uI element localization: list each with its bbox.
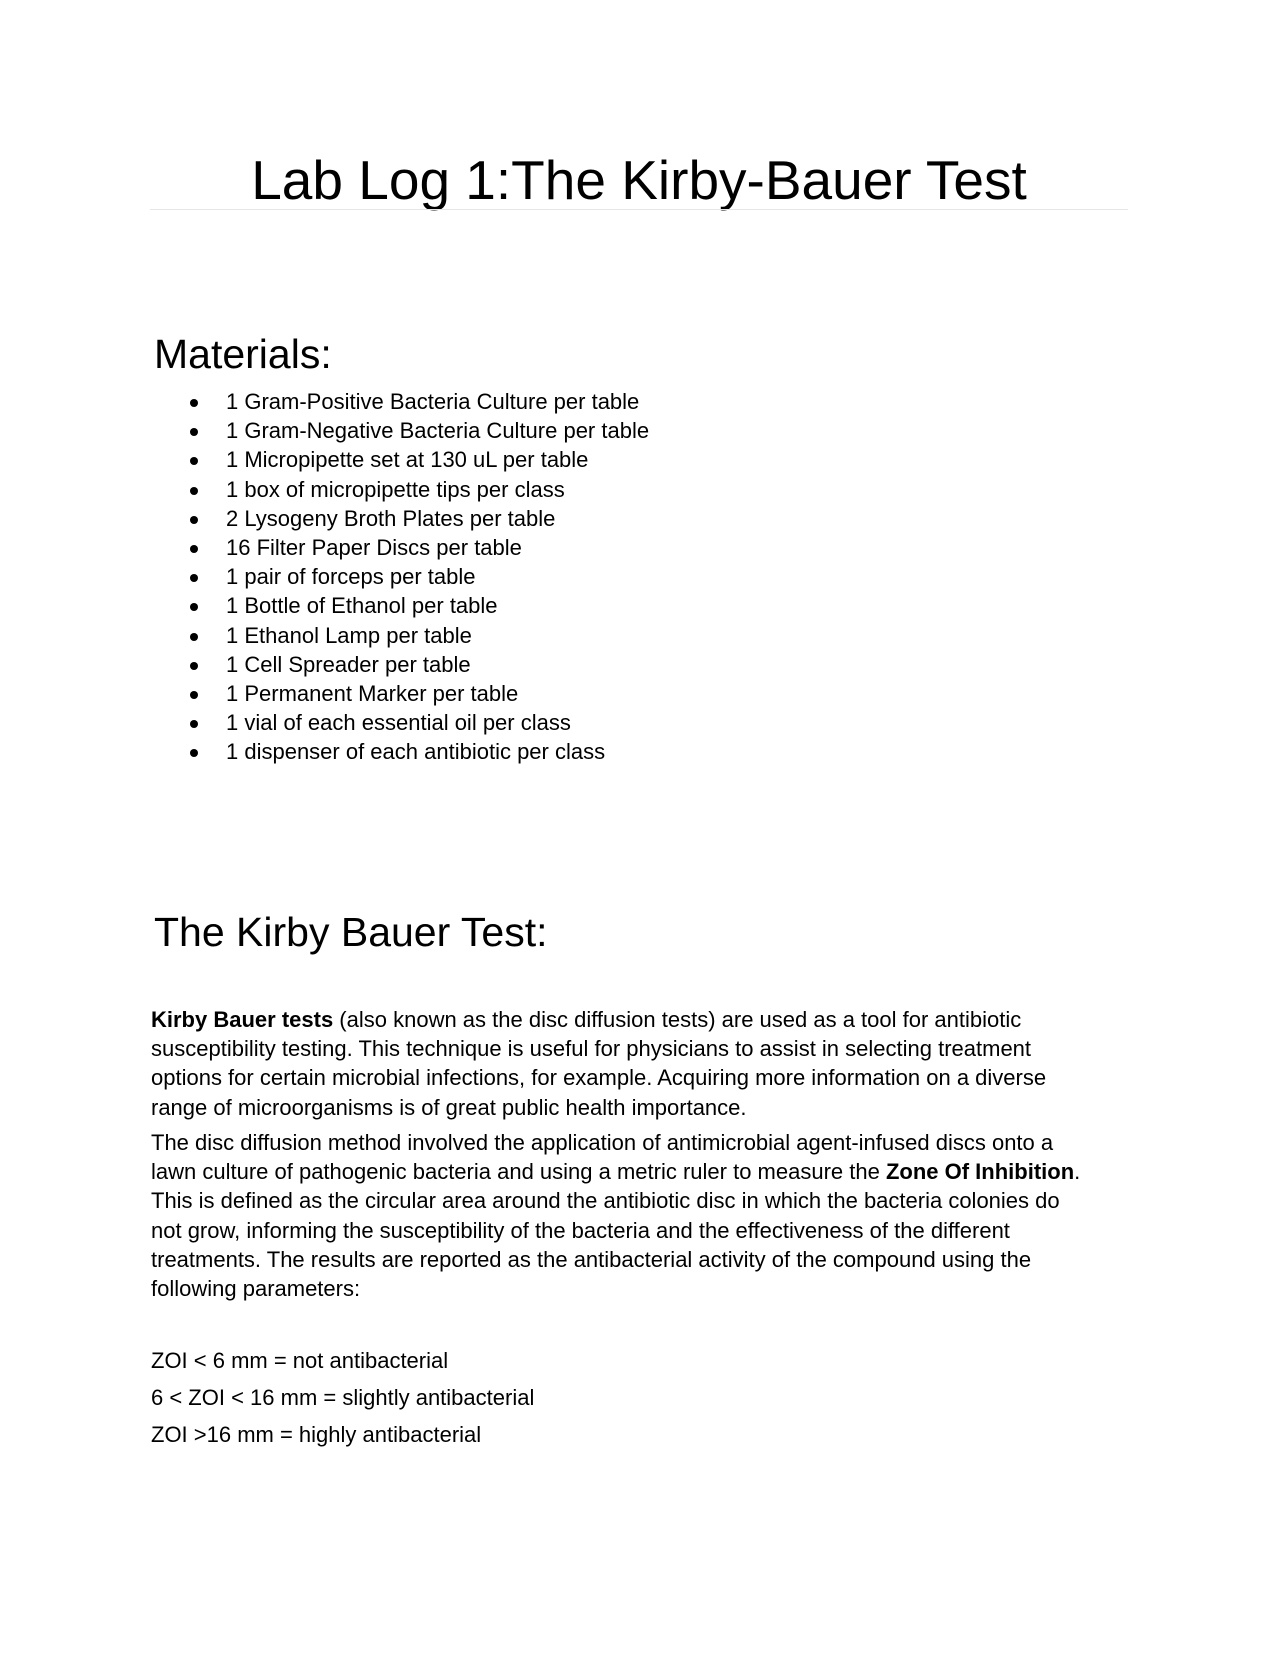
list-item-text: 1 vial of each essential oil per class [226, 710, 571, 736]
list-item-text: 1 Bottle of Ethanol per table [226, 593, 498, 619]
intro-paragraph [151, 1005, 1081, 1122]
list-item [188, 504, 649, 533]
kirby-bauer-heading: The Kirby Bauer Test: [154, 909, 548, 955]
bullet-icon [190, 662, 198, 670]
list-item [188, 387, 649, 416]
list-item [188, 650, 649, 679]
list-item [188, 445, 649, 474]
list-item [188, 562, 649, 591]
method-paragraph [151, 1128, 1081, 1303]
list-item [188, 591, 649, 620]
materials-heading: Materials: [154, 331, 332, 377]
bullet-icon [190, 457, 198, 465]
list-item [188, 621, 649, 650]
list-item-text: 1 dispenser of each antibiotic per class [226, 739, 606, 765]
list-item-text: 1 Gram-Negative Bacteria Culture per table [226, 418, 650, 444]
bullet-icon [190, 516, 198, 524]
list-item-text: 1 pair of forceps per table [226, 564, 476, 590]
list-item-text: 16 Filter Paper Discs per table [226, 535, 522, 561]
bullet-icon [190, 545, 198, 553]
bullet-icon [190, 691, 198, 699]
document-title: Lab Log 1:The Kirby-Bauer Test [251, 149, 1027, 211]
list-item [188, 533, 649, 562]
bullet-icon [190, 633, 198, 641]
zoi-parameter: 6 < ZOI < 16 mm = slightly antibacterial [151, 1385, 535, 1410]
method-text-b: . This is defined as the circular area around the antibiotic disc in which the bacteria colonies do not grow, informing the susceptibility of the bacteria and the effectiveness of the different treatments. The results are reported as the antibacterial activity of the compound using the following parameters: [151, 1159, 1081, 1302]
intro-text: (also known as the disc diffusion tests) are used as a tool for antibiotic susceptibility testing. This technique is useful for physicians to assist in selecting treatment options for certain microbial infections, for example. Acquiring more information on a diverse range of microorganisms is of great public health importance. [151, 1007, 1047, 1120]
materials-list [188, 387, 649, 767]
bullet-icon [190, 574, 198, 582]
intro-bold-term: Kirby Bauer tests [151, 1007, 334, 1032]
list-item-text: 1 Cell Spreader per table [226, 651, 471, 677]
list-item-text: 1 Micropipette set at 130 uL per table [226, 447, 589, 473]
title-divider [150, 209, 1128, 210]
bullet-icon [190, 603, 198, 611]
bullet-icon [190, 428, 198, 436]
list-item-text: 2 Lysogeny Broth Plates per table [226, 505, 556, 531]
list-item [188, 679, 649, 708]
list-item [188, 416, 649, 445]
list-item-text: 1 Ethanol Lamp per table [226, 622, 472, 648]
bullet-icon [190, 399, 198, 407]
zoi-parameter: ZOI >16 mm = highly antibacterial [151, 1422, 482, 1447]
list-item [188, 708, 649, 737]
method-bold-term: Zone Of Inhibition [885, 1159, 1075, 1185]
zoi-parameter: ZOI < 6 mm = not antibacterial [151, 1348, 449, 1373]
bullet-icon [190, 487, 198, 495]
list-item-text: 1 Permanent Marker per table [226, 681, 519, 707]
list-item-text: 1 Gram-Positive Bacteria Culture per table [226, 389, 640, 414]
bullet-icon [190, 749, 198, 757]
list-item-text: 1 box of micropipette tips per class [226, 476, 565, 502]
method-text-a: The disc diffusion method involved the application of antimicrobial agent-infused discs onto a lawn culture of pathogenic bacteria and using a metric ruler to measure the [151, 1130, 1054, 1185]
list-item [188, 475, 649, 504]
bullet-icon [190, 720, 198, 728]
list-item [188, 737, 649, 766]
